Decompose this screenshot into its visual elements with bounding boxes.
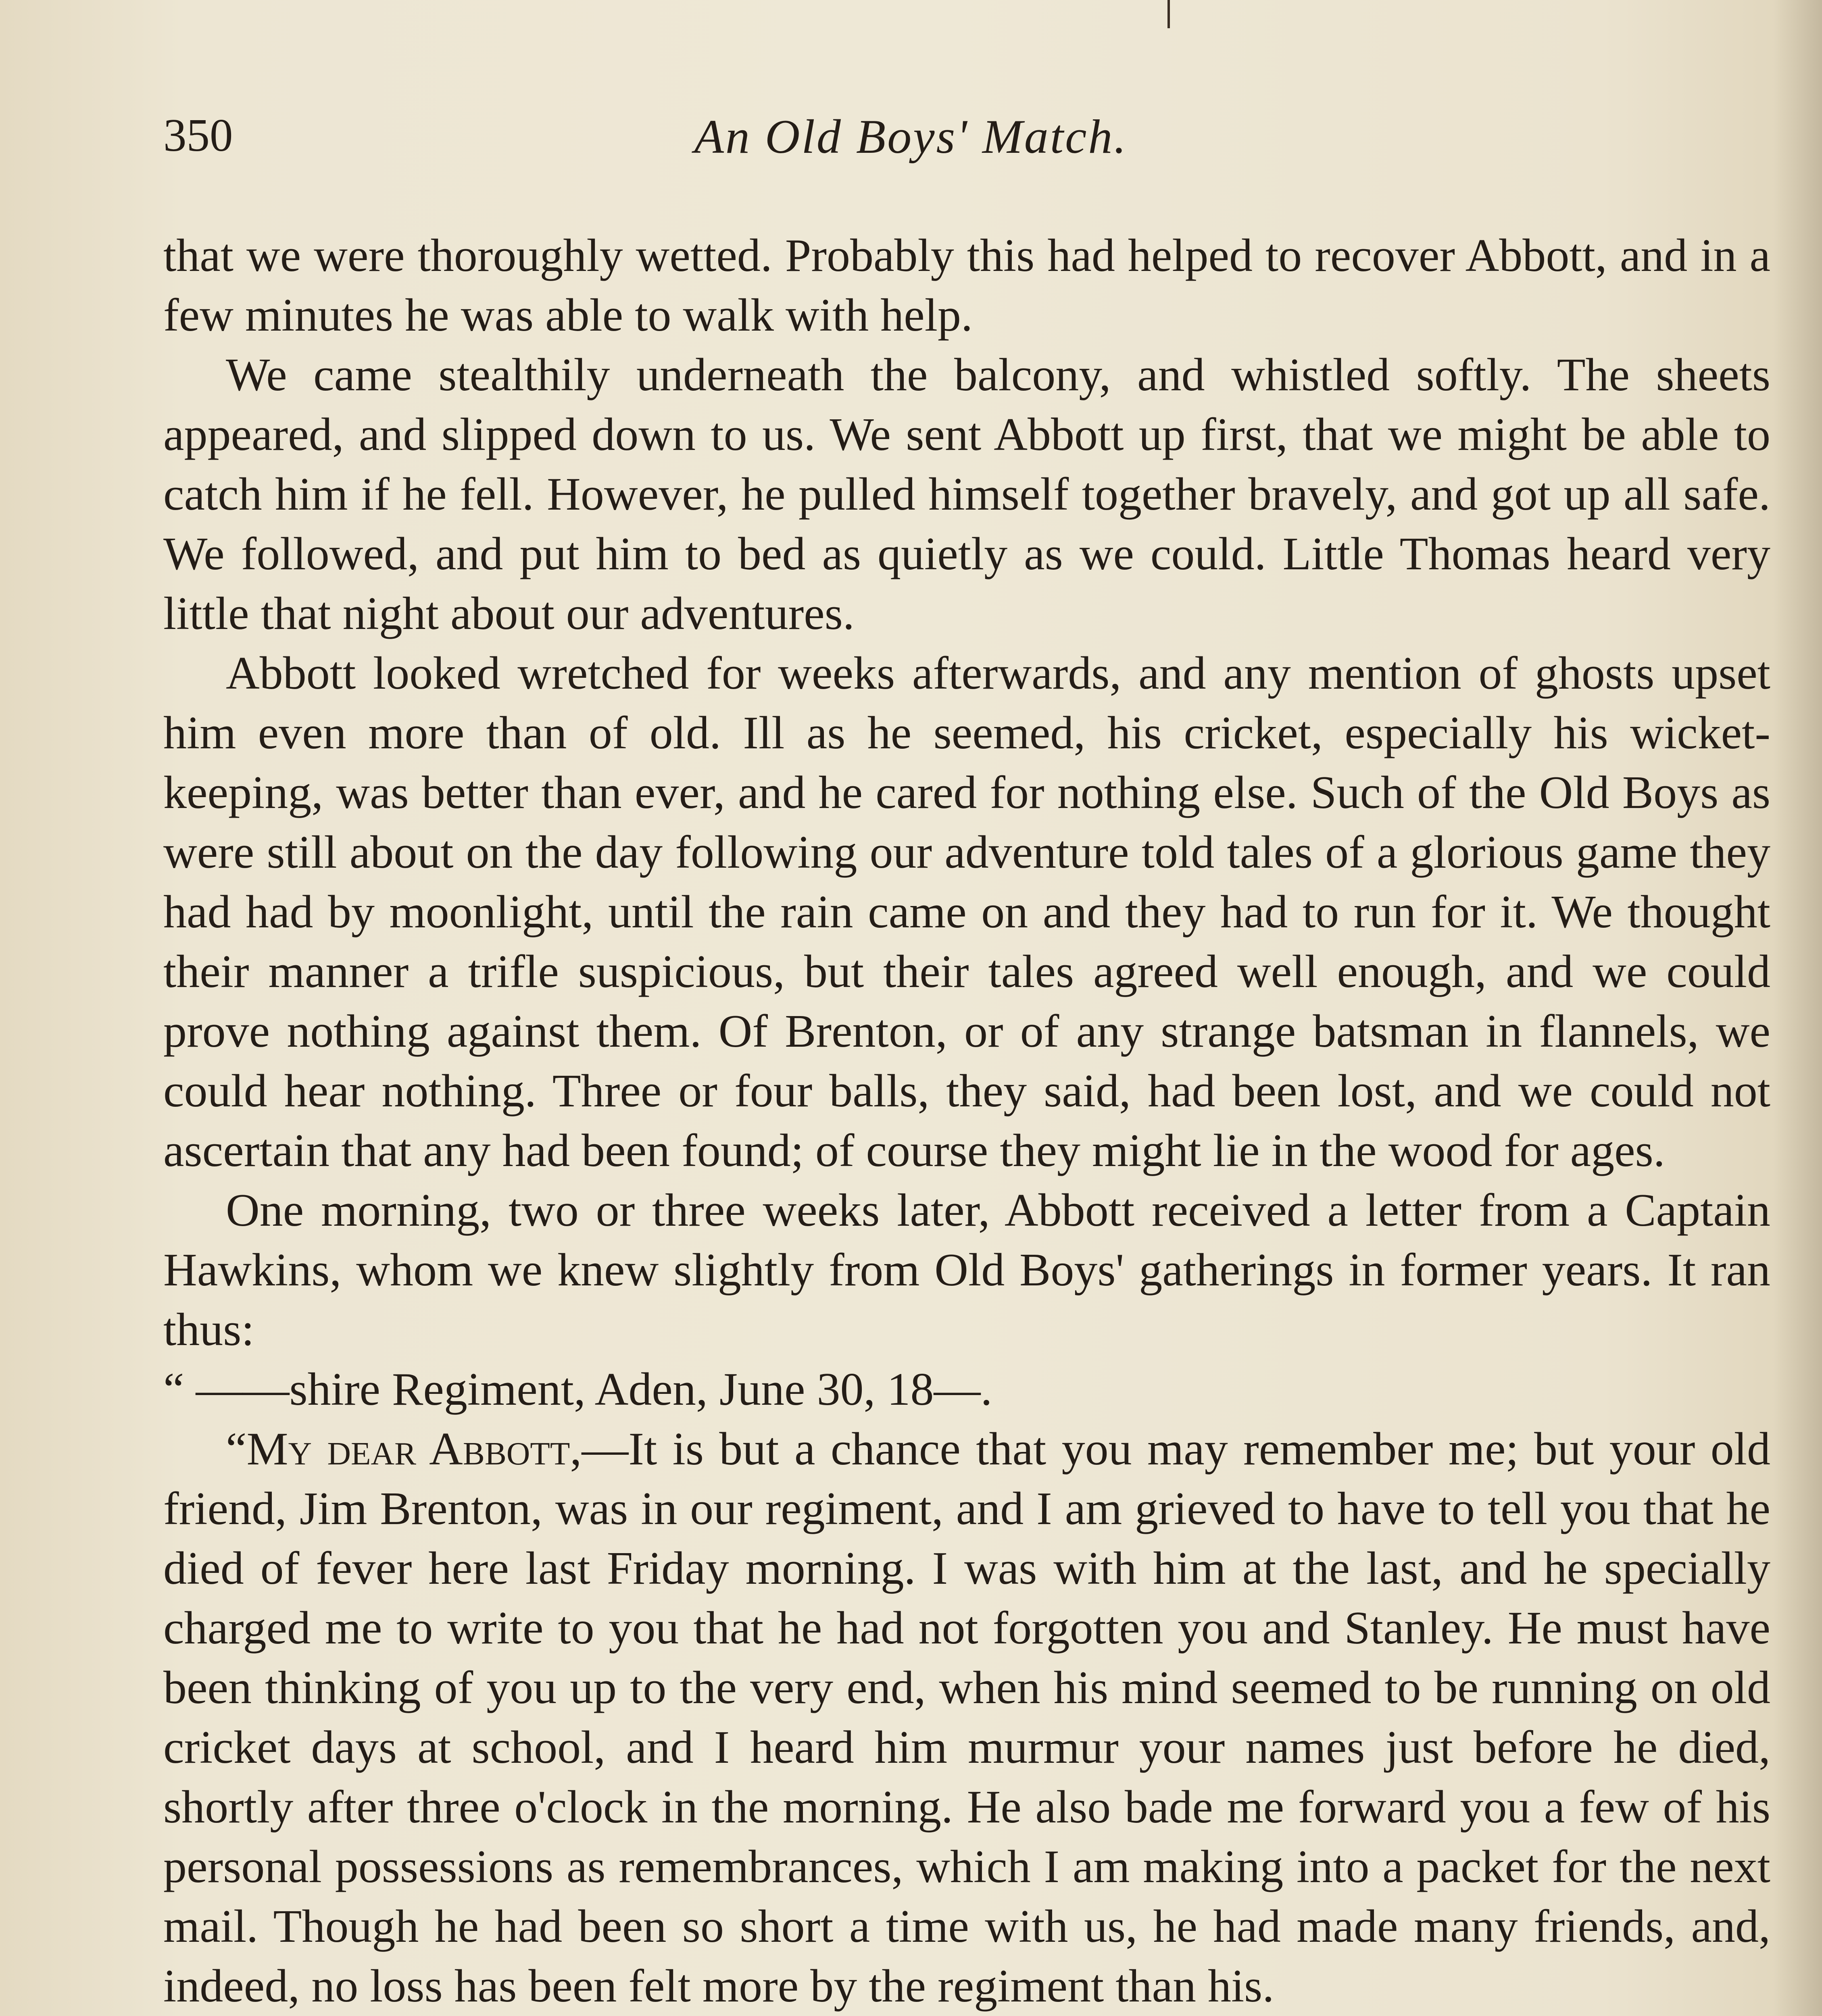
letter-body — [163, 1419, 1770, 2016]
body-text — [163, 226, 1770, 2016]
paragraph-1: that we were thoroughly wetted. Probably this had helped to recover Abbott, and in a few minutes he was able to walk with help. — [163, 230, 1770, 341]
letter-salutation: “My dear Abbott, — [226, 1423, 582, 1475]
letter-body-text: —It is but a chance that you may remember me; but your old friend, Jim Brenton, was in our regiment, and I am grieved to have to tell you that he died of fever here last Friday morning. I was with him at the last, and he specially charged me to write to you that he had not forgotten you and Stanley. He must have been thinking of you up to the very end, when his mind seemed to be running on old cricket days at school, and I heard him murmur your names just before he died, shortly after three o'clock in the morning. He also bade me forward you a few of his personal possessions as remembrances, which I am making into a packet for the next mail. Though he had been so short a time with us, he had made many friends, and, indeed, no loss has been felt more by the regiment than his. — [163, 1423, 1771, 2012]
letter-dateline: “ ——shire Regiment, Aden, June 30, 18—. — [163, 1364, 992, 1415]
paragraph-4: One morning, two or three weeks later, Abbott received a letter from a Captain Hawkins, whom we knew slightly from Old Boys' gatherings in former years. It ran thus: — [163, 1185, 1770, 1356]
page-number: 350 — [163, 110, 233, 161]
running-title: An Old Boys' Match. — [694, 110, 1128, 163]
paragraph-2: We came stealthily underneath the balcony, and whistled softly. The sheets appeared, and slipped down to us. We sent Abbott up first, that we might be able to catch him if he fell. However, he pulled himself together bravely, and got up all safe. We followed, and put him to bed as quietly as we could. Little Thomas heard very little that night about our adventures. — [163, 349, 1770, 639]
binding-shadow — [1774, 0, 1822, 2016]
paragraph-3: Abbott looked wretched for weeks afterwards, and any mention of ghosts upset him even more than of old. Ill as he seemed, his cricket, especially his wicket-keeping, was better than ever, and he cared for nothing else. Such of the Old Boys as were still about on the day following our adventure told tales of a glorious game they had had by moonlight, until the rain came on and they had to run for it. We thought their manner a trifle suspicious, but their tales agreed well enough, and we could prove nothing against them. Of Brenton, or of any strange batsman in flannels, we could hear nothing. Three or four balls, they said, had been lost, and we could not ascertain that any had been found; of course they might lie in the wood for ages. — [163, 648, 1770, 1177]
top-edge-mark — [1167, 0, 1170, 28]
